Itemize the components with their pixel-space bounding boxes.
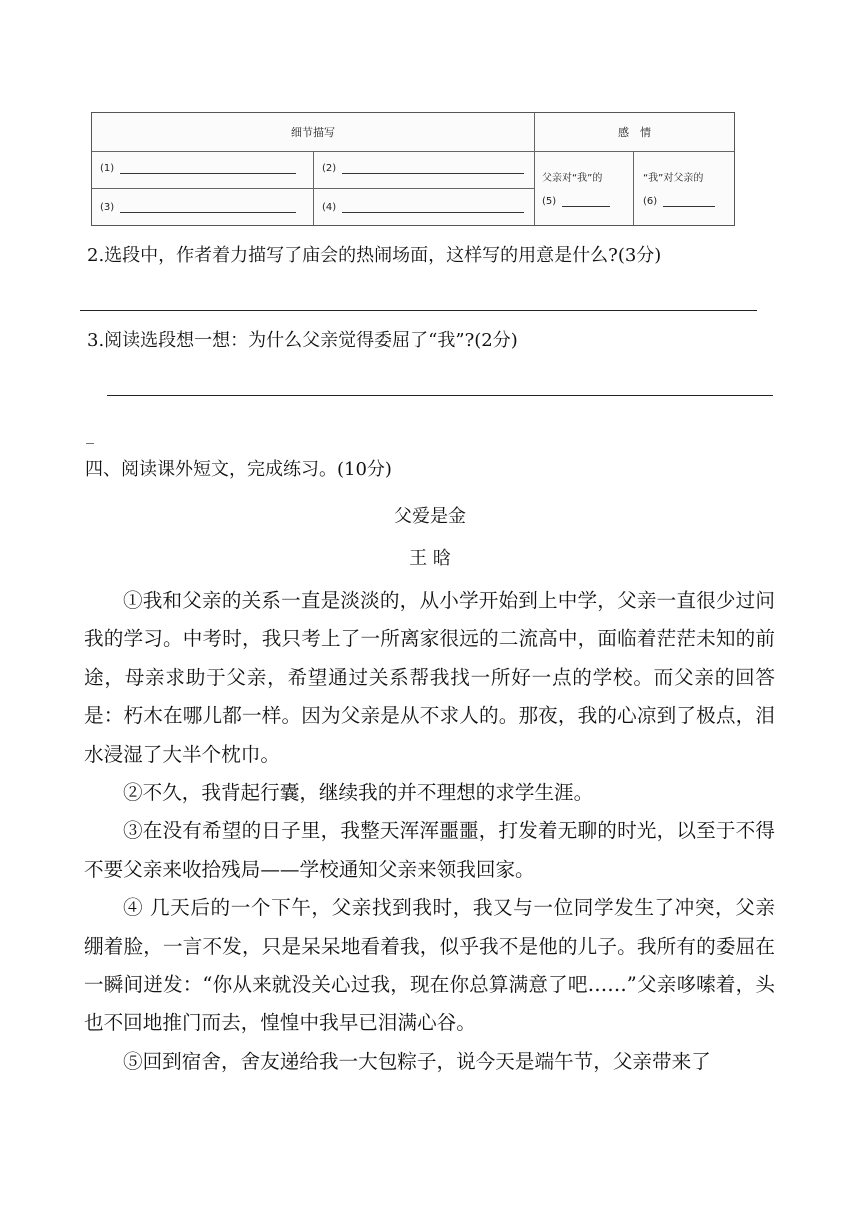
paragraph-5: ⑤回到宿舍，舍友递给我一大包粽子，说今天是端午节，父亲带来了 [123, 1049, 711, 1073]
answer-blank[interactable] [120, 163, 296, 174]
table-cell-me-to-father: “我”对父亲的 [643, 173, 704, 184]
table-header-detail: 细节描写 [92, 113, 534, 152]
essay-title: 父爱是金 [394, 506, 466, 527]
answer-blank[interactable] [342, 202, 524, 213]
table-cell-father-to-me: 父亲对“我”的 [542, 173, 603, 184]
question-2: 2.选段中，作者着力描写了庙会的热闹场面，这样写的用意是什么?(3分) [87, 245, 662, 266]
table-cell-6: (6) [643, 196, 728, 207]
table-cell-4: (4) [322, 202, 532, 213]
essay-author: 王 晗 [409, 548, 451, 569]
table-divider [633, 151, 634, 225]
table-cell-1: (1) [100, 163, 310, 174]
answer-blank[interactable] [562, 196, 610, 207]
table-cell-3: (3) [100, 202, 310, 213]
paragraph-1: ①我和父亲的关系一直是淡淡的，从小学开始到上中学，父亲一直很少过问我的学习。中考时，我只考上了一所离家很远的二流高中，面临着茫茫未知的前途，母亲求助于父亲，希望通过关系帮我找一所好一点的学校。而父亲的回答是：朽木在哪儿都一样。因为父亲是从不求人的。那夜，我的心凉到了极点，泪水浸湿了大半个枕巾。 [84, 589, 775, 766]
table-divider [534, 113, 535, 225]
answer-line[interactable] [80, 310, 757, 311]
question-3: 3.阅读选段想一想：为什么父亲觉得委屈了“我”?(2分) [87, 330, 518, 351]
table-cell-5: (5) [542, 196, 627, 207]
table-divider [92, 188, 534, 189]
table-cell-2: (2) [322, 163, 532, 174]
paragraph-4: ④ 几天后的一个下午，父亲找到我时，我又与一位同学发生了冲突，父亲绷着脸，一言不发，只是呆呆地看着我，似乎我不是他的儿子。我所有的委屈在一瞬间迸发：“你从来就没关心过我，现在你总算满意了吧……”父亲哆嗦着，头也不回地推门而去，惶惶中我早已泪满心谷。 [84, 896, 775, 1035]
answer-blank[interactable] [342, 163, 524, 174]
answer-blank[interactable] [120, 202, 296, 213]
answer-line[interactable] [107, 395, 773, 396]
stray-underscore: _ [86, 425, 94, 444]
essay-body [84, 582, 775, 1081]
paragraph-2: ②不久，我背起行囊，继续我的并不理想的求学生涯。 [123, 781, 594, 805]
answer-blank[interactable] [663, 196, 715, 207]
section-heading: 四、阅读课外短文，完成练习。(10分) [85, 459, 392, 480]
paragraph-3: ③在没有希望的日子里，我整天浑浑噩噩，打发着无聊的时光，以至于不得不要父亲来收拾残局——学校通知父亲来领我回家。 [84, 819, 775, 881]
table-header-emotion: 感 情 [535, 113, 734, 152]
detail-emotion-table [91, 112, 735, 226]
